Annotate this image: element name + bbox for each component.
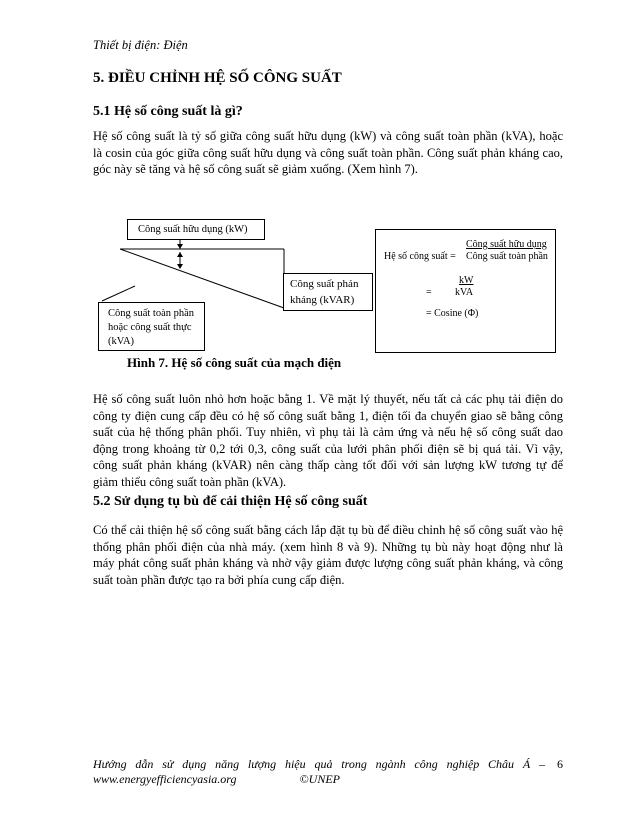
- section-title: 5. ĐIỀU CHỈNH HỆ SỐ CÔNG SUẤT: [93, 70, 342, 86]
- kva-label-line: hoặc công suất thực: [108, 322, 192, 333]
- kvar-label-line: Công suất phản: [290, 278, 359, 290]
- text-line: là cosin của góc giữa công suất hữu dụng và công suất toàn phần. Công suất phản kháng cao,: [93, 145, 563, 160]
- running-header: Thiết bị điện: Điện: [93, 38, 188, 52]
- footer-url: www.energyefficiencyasia.org: [93, 771, 237, 786]
- text-line: động trong khoảng từ 0,2 tới 0,3, công suất của lưới phân phối điện sẽ bị quá tải. Vì vậy,: [93, 441, 563, 456]
- text-line: suất của hệ thống phân phối. Tuy nhiên, vì phụ tải là cảm ứng và nếu hệ số công suất dao: [93, 425, 563, 439]
- text-line: giảm thiểu công suất toàn phần (kVA).: [93, 474, 287, 489]
- text-line: công suất phản kháng (kVAR) nên càng thấp càng tốt đối với sản lượng kW tương tự để: [93, 458, 563, 472]
- formula-denominator-2: kVA: [455, 287, 474, 298]
- kw-arrow-head: [177, 244, 183, 249]
- footer-guide-title: Hướng dẫn sử dụng năng lượng hiệu quả trong ngành công nghiệp Châu Á –: [93, 757, 545, 771]
- formula-cosine: = Cosine (Φ): [426, 308, 479, 319]
- kva-label-line: Công suất toàn phần: [108, 308, 195, 319]
- kw-label-box: Công suất hữu dụng (kW): [127, 219, 265, 240]
- text-line: công ty điện cung cấp đều có hệ số công suất bằng 1, điện tối đa chuyển giao sẽ bằng công: [93, 408, 563, 423]
- subsection-title-5-2: 5.2 Sử dụng tụ bù để cải thiện Hệ số công suất: [93, 494, 368, 509]
- formula-numerator-1: Công suất hữu dụng: [466, 239, 547, 250]
- text-line: máy phát công suất phản kháng và nhờ vậy giảm được lượng công suất phản kháng, và công: [93, 556, 563, 570]
- footer-copyright: ©UNEP: [299, 771, 340, 786]
- formula-numerator-2: kW: [459, 275, 474, 286]
- kva-leader-line: [102, 286, 135, 301]
- formula-denominator-1: Công suất toàn phần: [466, 251, 548, 262]
- kva-label-line: (kVA): [108, 336, 135, 347]
- page-number: 6: [557, 757, 563, 771]
- kvar-label-box: [283, 273, 373, 311]
- power-factor-formula-box: [375, 229, 556, 353]
- kva-vector-line: [120, 249, 284, 308]
- text-line: góc này sẽ tăng và hệ số công suất sẽ giảm xuống. (Xem hình 7).: [93, 162, 418, 176]
- text-line: Có thể cải thiện hệ số công suất bằng cách lắp đặt tụ bù để điều chỉnh hệ số công suất vào hệ: [93, 523, 563, 537]
- kva-label-box: [98, 302, 205, 351]
- formula-lhs: Hệ số công suất =: [384, 251, 456, 262]
- text-line: thống phân phối điện của nhà máy. (xem hình 8 và 9). Những tụ bù này hoạt động như là: [93, 539, 563, 554]
- text-line: Hệ số công suất là tỷ số giữa công suất hữu dụng (kW) và công suất toàn phần (kVA), hoặc: [93, 129, 563, 143]
- figure-caption: Hình 7. Hệ số công suất của mạch điện: [127, 355, 342, 370]
- kvar-label-line: kháng (kVAR): [290, 294, 355, 306]
- formula-equals-2: =: [426, 287, 432, 298]
- paragraph-capacitor-correction: [93, 522, 563, 588]
- text-line: Hệ số công suất luôn nhỏ hơn hoặc bằng 1. Về mặt lý thuyết, nếu tất cả các phụ tải điện do: [93, 392, 563, 406]
- paragraph-power-factor-limits: [93, 391, 563, 490]
- subsection-title-5-1: 5.1 Hệ số công suất là gì?: [93, 104, 243, 119]
- kva-arrow-head-up: [177, 252, 183, 257]
- kva-arrow-head-down: [177, 264, 183, 269]
- page-footer: [93, 757, 545, 786]
- text-line: suất toàn phần được tạo ra bởi phía cung cấp điện.: [93, 572, 345, 587]
